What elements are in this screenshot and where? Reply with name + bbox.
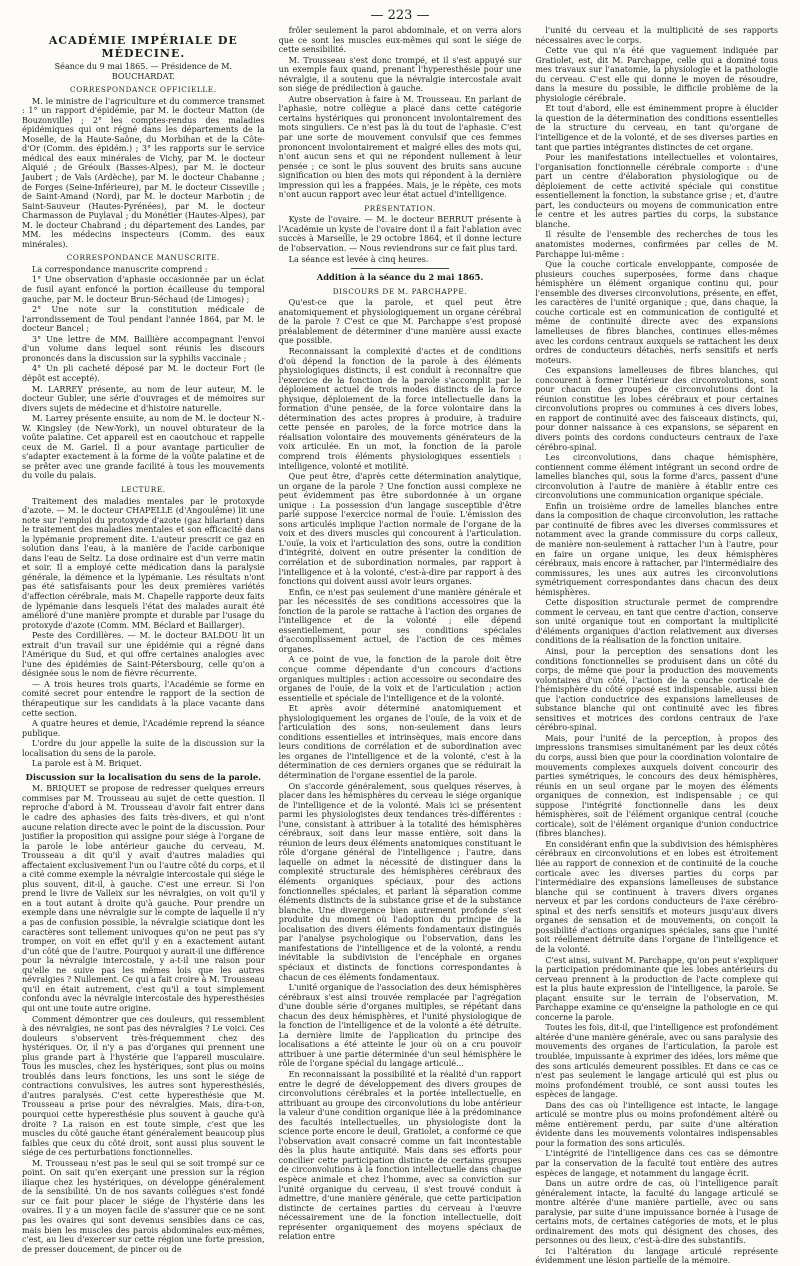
section-title: ACADÉMIE IMPÉRIALE DE MÉDECINE.	[48, 34, 238, 60]
paragraph: Et après avoir déterminé anatomiquement et physiologiquement les organes de l'ouïe, de la voix et de l'articulation des sons, non-seulement dans leurs conditions essentielles et intrinsèques, mais encore dans leurs conditions de corrélation et de subordination avec les organes de l'intelligence et de la volonté, c'est à la détermination de ces derniers organes que se réduirait la détermination de l'organe essentiel de la parole.	[278, 704, 522, 781]
paragraph: En considérant enfin que la subdivision des hémisphères cérébraux en circonvolutions et en lobes est étroitement liée au rapport de connexion et de continuité de la couche corticale avec les diverses parties du corps par l'intermédiaire des expansions lamelleuses de substance blanche qui se continuent à travers divers organes nerveux et par les cordons conducteurs de l'axe cérébro-spinal et des nerfs sensitifs et moteurs jusqu'aux divers organes de sensation et de mouvements, on conçoit la possibilité d'actions organiques spéciales, sans que l'unité soit réellement détruite dans l'organe de l'intelligence et de la volonté.	[535, 839, 779, 954]
session-line: Séance du 9 mai 1865. — Présidence de M. BOUCHARDAT.	[54, 62, 232, 81]
section-heading: CORRESPONDANCE OFFICIELLE.	[70, 85, 217, 95]
paragraph: 4° Un pli cacheté déposé par M. le docteur Fort (le dépôt est accepté).	[22, 364, 265, 383]
paragraph: Ici l'altération du langage articulé représente évidemment une lésion partielle de la mémoire.	[535, 1246, 779, 1266]
paragraph: Pour les manifestations intellectuelles et volontaires, l'organisation fonctionnelle cérébrale comporte : d'une part un centre d'élaboration physiologique ou de déploiement de cette activité spéciale qui constitue essentiellement la fonction, la substance grise ; et, d'autre part, les conducteurs ou moyens de communication entre le centre et les autres parties du corps, la substance blanche.	[535, 153, 779, 229]
paragraph: On s'accorde généralement, sous quelques réserves, à placer dans les hémisphères du cerveau le siége organique de l'intelligence et de la volonté. Mais ici se présentent parmi les physiologistes deux tendances très-différentes : l'une, consistant à attribuer à la totalité des hémisphères cérébraux, soit dans leur masse entière, soit dans la réunion de leurs deux éléments anatomiques constituant le rôle d'organe général de l'intelligence ; l'autre, dans laquelle on admet la nécessité de distinguer dans la complexité structurale des hémisphères cérébraux des éléments organiques spéciaux, pour des actions fonctionnelles spéciales, et parlant là séparation comme éléments distincts de la substance grise et de la substance blanche. Une divergence bien autrement profonde s'est produite du moment où l'adoption du principe de la localisation des divers éléments fondamentaux distingués par l'analyse psychologique ou l'observation, dans les manifestations de l'intelligence et de la volonté, a rendu inévitable la subdivision de l'encéphale en organes spéciaux et distincts de fonctions correspondantes à chacun de ces éléments fondamentaux.	[278, 781, 522, 982]
paragraph: Enfin un troisième ordre de lamelles blanches entre dans la composition de chaque circonvolution, les rattache par continuité de fibres avec les diverses commissures et notamment avec la grande commissure du corps calleux, de manière non-seulement à rattacher l'un à l'autre, pour en faire un organe unique, les deux hémisphères cérébraux, mais encore à rattacher, par l'intermédiaire des commissures, les unes aux autres les circonvolutions symétriquement correspondantes dans chacun des deux hémisphères.	[535, 501, 779, 597]
paragraph: Qu'est-ce que la parole, et quel peut être anatomiquement et physiologiquement un organe cérébral de la parole ? C'est ce que M. Parchappe s'est proposé préalablement de déterminer d'une manière aussi exacte que possible.	[278, 298, 522, 346]
paragraph: Toutes les fois, dit-il, que l'intelligence est profondément altérée d'une manière générale, avec ou sans paralysie des mouvements des organes de l'articulation, la parole est troublée, impuissante à exprimer des idées, lors même que des sons articulés demeurent possibles. Et dans ce cas ce n'est pas seulement le langage articulé qui est plus ou moins profondément troublé, ce sont aussi toutes les espèces de langage.	[535, 1023, 779, 1100]
paragraph: M. LARREY présente, au nom de leur auteur, M. le docteur Gubler, une série d'ouvrages et de mémoires sur divers sujets de médecine et d'histoire naturelle.	[22, 384, 265, 413]
divider	[351, 268, 448, 269]
paragraph: L'unité organique de l'association des deux hémisphères cérébraux s'est ainsi trouvée remplacée par l'agrégation d'une double série d'organes multiples, se répétant dans chacun des deux hémisphères, et l'unité physiologique de la fonction de l'intelligence et de la volonté a été détruite. La dernière limite de l'application du principe des localisations a été atteinte le jour où on a cru pouvoir attribuer à une partie déterminée d'un seul hémisphère le rôle de l'organe spécial du langage articulé...	[278, 983, 522, 1069]
paragraph: M. BRIQUET se propose de redresser quelques erreurs commises par M. Trousseau au sujet de cette question. Il reproche d'abord à M. Trousseau d'avoir fait entrer dans le cadre des aphasies des faits très-divers, et qui n'ont aucune relation directe avec le point de la discussion. Pour justifier la proposition qui assigne pour siége à l'organe de la parole le lobe antérieur gauche du cerveau, M. Trousseau a dit qu'il y avait d'autres maladies qui affectaient exclusivement l'un ou l'autre côté du corps, et il a cité comme exemple la névralgie intercostale qui siége le plus souvent, dit-il, à gauche. C'est une erreur. Si l'on prend le livre de Valleix sur les névralgies, on voit qu'il y en a tout autant à droite qu'à gauche. Pour prendre un exemple dans une névralgie sur le compte de laquelle il n'y a pas de confusion possible, la névralgie sciatique dont les caractères sont tellement univoques qu'on ne peut pas s'y tromper, on voit en effet qu'il y en a exactement autant d'un côté que de l'autre. Pourquoi y aurait-il une différence pour la névralgie intercostale, y a-t-il une raison pour qu'elle ne suive pas les mêmes lois que les autres névralgies ? Nullement. Ce qui a fait croire à M. Trousseau qu'il en était autrement, c'est qu'il a tout simplement confondu avec la névralgie intercostale des hyperesthésies qui ont une toute autre origine.	[22, 784, 265, 1013]
paragraph: Ces expansions lamelleuses de fibres blanches, qui concourent à former l'intérieur des circonvolutions, sont pour chacun des groupes de circonvolutions dont la réunion constitue les lobes cérébraux et pour certaines circonvolutions propres ou communes à ces divers lobes, en rapport de continuité avec des faisceaux distincts, qui, pour donner naissance à ces expansions, se séparent en divers points des cordons conducteurs centraux de l'axe cérébro-spinal.	[535, 366, 779, 452]
paragraph: C'est ainsi, suivant M. Parchappe, qu'on peut s'expliquer la participation prédominante que les lobes antérieurs du cerveau prennent à la production de l'acte complexe qui est la plus haute expression de l'intelligence, la parole. Se plaçant ensuite sur le terrain de l'observation, M. Parchappe examine ce qu'enseigne la pathologie en ce qui concerne la parole.	[535, 955, 779, 1022]
paragraph: l'unité du cerveau et la multiplicité de ses rapports nécessaires avec le corps.	[535, 26, 779, 45]
paragraph: La parole est à M. Briquet.	[32, 759, 142, 769]
paragraph: M. le ministre de l'agriculture et du commerce transmet : 1° un rapport d'épidémie, par M. le docteur Matton (de Bouzonville) ; 2° les comptes-rendus des maladies épidémiques qui ont régné dans les départements de la Moselle, de la Haute-Saône, du Morbihan et de la Côte-d'Or (Comm. des épidém.) ; 3° les rapports sur le service médical des eaux minérales de Vichy, par M. le docteur Alquié ; de Gréoulx (Basses-Alpes), par M. le docteur Jaubert ; de Vals (Ardèche), par M. le docteur Chabanne ; de Forges (Seine-Inférieure), par M. le docteur Cisseville ; de Saint-Amand (Nord), par M. le docteur Marbotin ; de Saint-Sauveur (Hautes-Pyrénées), par M. le docteur Charmasson de Puylaval ; du Monétier (Hautes-Alpes), par M. le docteur Chabrand ; du département des Landes, par MM. les médecins inspecteurs (Comm. des eaux minérales).	[22, 96, 265, 249]
discussion-heading: Addition à la séance du 2 mai 1865.	[316, 272, 484, 283]
paragraph: Traitement des maladies mentales par le protoxyde d'azote. — M. le docteur CHAPELLE (d'Angoulême) lit une note sur l'emploi du protoxyde d'azote (gaz hilariant) dans le traitement des maladies mentales et son efficacité dans la lypémanie proprement dite. L'auteur prescrit ce gaz en solution dans l'eau, à la manière de l'acide carbonique dans l'eau de Seltz. La dose ordinaire est d'un verre matin et soir. Il a employé cette médication dans la paralysie générale, la démence et la lypémanie. Les résultats n'ont pas été satisfaisants pour les deux premières variétés d'affection cérébrale, mais M. Chapelle rapporte deux faits de lypémanie dans lesquels l'état des malades aurait été amélioré d'une manière prompte et durable par l'usage du protoxyde d'azote (Comm. MM. Béclard et Baillarger).	[22, 496, 265, 630]
paragraph: En reconnaissant la possibilité et la réalité d'un rapport entre le degré de développement des divers groupes de circonvolutions cérébrales et la portée intellectuelle, en attribuant au groupe des circonvolutions du lobe antérieur la valeur d'une condition organique liée à la prédominance des facultés intellectuelles, un physiologiste dont la science porte encore le deuil, Gratiolet, a conformé ce que l'observation avait consacré comme un fait incontestable dès la plus haute antiquité. Mais dans ses efforts pour concilier cette participation distincte de certains groupes de circonvolutions à la fonction intellectuelle dans chaque espèce animale et chez l'homme, avec sa conviction sur l'unité organique du cerveau, il s'est trouvé conduit à admettre, d'une manière générale, que cette participation distincte de certaines parties du cerveau à l'œuvre nécessairement une de la fonction intellectuelle, doit représenter organiquement des moyens spéciaux de relation entre	[278, 1069, 522, 1242]
paragraph: Les circonvolutions, dans chaque hémisphère, contiennent comme élément intégrant un second ordre de lamelles blanches qui, sous la forme d'arcs, passent d'une circonvolution à l'autre de manière à établir entre ces circonvolutions une communication organique spéciale.	[535, 453, 779, 501]
section-heading: PRÉSENTATION.	[364, 203, 436, 213]
paragraph: Kyste de l'ovaire. — M. le docteur BERRUT présente à l'Académie un kyste de l'ovaire dont il a fait l'ablation avec succès à Marseille, le 29 octobre 1864, et il donne lecture de l'observation. — Nous reviendrons sur ce fait plus tard.	[278, 215, 522, 254]
paragraph: frôler seulement la paroi abdominale, et on verra alors que ce sont les muscles eux-mêmes qui sont le siége de cette sensibilité.	[278, 26, 522, 55]
paragraph: Dans des cas où l'intelligence est intacte, le langage articulé se montre plus ou moins profondément altéré ou même entièrement perdu, par suite d'une altération évidente dans les mouvements volontaires indispensables pour la formation des sons articulés.	[535, 1100, 779, 1148]
article-columns	[22, 26, 779, 1266]
paragraph: Cette disposition structurale permet de comprendre comment le cerveau, en tant que centre d'action, conserve son unité organique tout en comportant la multiplicité d'éléments organiques d'action relativement aux diverses conditions de la réalisation de la fonction unitaire.	[535, 598, 779, 646]
paragraph: Comment démontrer que ces douleurs, qui ressemblent à des névralgies, ne sont pas des névralgies ? Le voici. Ces douleurs s'observent très-fréquemment chez des hystériques. Or, il n'y a pas d'organes qui prennent une plus grande part à l'hystérie que l'appareil musculaire. Tous les muscles, chez les hystériques, sont plus ou moins troublés dans leurs fonctions, les uns sont le siége de contractions convulsives, les autres sont hyperesthésiés, d'autres paralysés. C'est cette hyperesthésie que M. Trousseau a prise pour des névralgies. Mais, dira-t-on, pourquoi cette hyperesthésie plus souvent à gauche qu'à droite ? La raison en est toute simple, c'est que les muscles du côté gauche étant généralement beaucoup plus faibles que ceux du côté droit, sont aussi plus souvent le siége de ces perturbations fonctionnelles.	[22, 1014, 265, 1158]
paragraph: Cette vue qui n'a été que vaguement indiquée par Gratiolet, est, dit M. Parchappe, celle qui a dominé tous mes travaux sur l'anatomie, la physiologie et la pathologie du cerveau. C'est elle qui donne le moyen de résoudre, dans la mesure du possible, le difficile problème de la physiologie cérébrale.	[535, 46, 779, 103]
paragraph: La correspondance manuscrite comprend :	[32, 264, 208, 274]
paragraph: Autre observation à faire à M. Trousseau. En parlant de l'aphasie, notre collègue a placé dans cette catégorie certains hystériques qui prononcent involontairement des mots singuliers. Ce n'est pas là du tout de l'aphasie. C'est par une sorte de mouvement convulsif que ces femmes prononcent involontairement et malgré elles des mots qui, n'ont aucun sens et qui ne répondent nullement à leur pensée ; ce sont le plus souvent des bruits sans aucune signification ou bien des mots qui répondent à la dernière impression qui les a frappées. Mais, je le répète, ces mots n'ont aucun rapport avec leur état actuel d'intelligence.	[278, 94, 522, 200]
paragraph: La séance est levée à cinq heures.	[288, 254, 429, 264]
column-right	[535, 26, 779, 1266]
paragraph: Que peut être, d'après cette détermination analytique, un organe de la parole ? Une fonction aussi complexe ne peut évidemment pas être subordonnée à un organe unique : La possession d'un langage susceptible d'être parlé suppose l'exercice normal de l'ouïe. L'émission des sons articulés implique l'action normale de l'organe de la voix et des divers muscles qui concourent à l'articulation. L'ouïe, la voix et l'articulation des sons, outre la condition d'intégrité, doivent en outre présenter la condition de corrélation et de subordination normales, par rapport à l'intelligence et à la volonté, c'est-à-dire par rapport à des fonctions qui doivent aussi avoir leurs organes.	[278, 472, 522, 587]
column-middle	[278, 26, 522, 1242]
paragraph: Mais, pour l'unité de la perception, à propos des impressions transmises simultanément par les deux côtés du corps, aussi bien que pour la coordination volontaire de mouvements complexes auxquels doivent concourir des parties symétriques, le concours des deux hémisphères, réunis en un seul organe par le moyen des éléments organiques de connexion, est indispensable ; ce qui suppose l'intégrité fonctionnelle dans les deux hémisphères, soit de l'élément organique central (couche corticale), soit de l'élément organique d'union conductrice (fibres blanches).	[535, 733, 779, 839]
paragraph: Que la couche corticale enveloppante, composée de plusieurs couches superposées, forme dans chaque hémisphère un élément organique continu qui, pour l'ensemble des diverses circonvolutions, présente, en effet, les caractères de l'unité organique ; que, dans chaque, la couche corticale est en communication de contiguïté et même de continuité directe avec des expansions lamelleuses de fibres blanches, continues elles-mêmes avec les cordons centraux auxquels se rattachent les deux ordres de conducteurs détachés, nerfs sensitifs et nerfs moteurs.	[535, 260, 779, 365]
section-heading: LECTURE.	[120, 484, 166, 494]
paragraph: Peste des Cordillères. — M. le docteur BALDOU lit un extrait d'un travail sur une épidémie qui a régné dans l'Amérique du Sud, et qui offre certaines analogies avec l'une des épidémies de Saint-Pétersbourg, celle qu'on a désignée sous le nom de fièvre récurrente.	[22, 631, 265, 679]
paragraph: 2° Une note sur la constitution médicale de l'arrondissement de Toul pendant l'année 1864, par M. le docteur Bancel ;	[22, 305, 265, 334]
paragraph: A quatre heures et demie, l'Académie reprend la séance publique.	[22, 719, 265, 738]
section-heading: DISCOURS DE M. PARCHAPPE.	[332, 286, 468, 296]
paragraph: M. Larrey présente ensuite, au nom de M. le docteur N.-W. Kingsley (de New-York), un nouvel obturateur de la voûte palatine. Cet appareil est en caoutchouc et rappelle ceux de M. Gariel. Il a pour avantage particulier de s'adapter exactement à la forme de la voûte palatine et de se prêter avec une grande facilité à tous les mouvements du voile du palais.	[22, 414, 265, 481]
paragraph: 3° Une lettre de MM. Baillière accompagnant l'envoi d'un volume dans lequel sont réunis les discours prononcés dans la discussion sur la syphilis vaccinale ;	[22, 334, 265, 363]
paragraph: Il résulte de l'ensemble des recherches de tous les anatomistes modernes, confirmées par celles de M. Parchappe lui-même :	[535, 230, 779, 259]
paragraph: 1° Une observation d'aphasie occasionnée par un éclat de fusil ayant enfoncé la portion écailleuse du temporal gauche, par M. le docteur Brun-Séchaud (de Limoges) ;	[22, 275, 265, 304]
column-left	[22, 26, 265, 1254]
paragraph: M. Trousseau n'est pas le seul qui se soit trompé sur ce point. On sait qu'en exerçant une pression sur la région iliaque chez les hystériques, on développe généralement de la sensibilité. Un de nos savants collègues s'est fondé sur ce fait pour placer le siége de l'hystérie dans les ovaires. Il y a un moyen facile de s'assurer que ce ne sont pas les ovaires qui sont devenus sensibles dans ce cas, mais bien les muscles des parois abdominales eux-mêmes, c'est, au lieu d'exercer sur cette région une forte pression, de presser doucement, de pincer ou de	[22, 1158, 265, 1254]
section-heading: CORRESPONDANCE MANUSCRITE.	[66, 253, 220, 263]
discussion-heading: Discussion sur la localisation du sens de la parole.	[25, 771, 262, 782]
paragraph: L'ordre du jour appelle la suite de la discussion sur la localisation du sens de la parole.	[22, 739, 265, 758]
paragraph: Reconnaissant la complexité d'actes et de conditions d'où dépend la fonction de la parole à des éléments physiologiques distincts, il est conduit à reconnaître que l'exercice de la fonction de la parole s'accomplit par le déploiement actuel de trois modes distincts de la force physique, déploiement de la force intellectuelle dans la formation d'une pensée, de la force volontaire dans la détermination des actes propres à produire, à traduire cette pensée en paroles, de la force motrice dans la réalisation volontaire des mouvements générateurs de la voix articulée. En un mot, la fonction de la parole comprend trois éléments physiologiques essentiels : intelligence, volonté et motilité.	[278, 346, 522, 471]
page-number: — 223 —	[370, 8, 430, 23]
paragraph: A ce point de vue, la fonction de la parole doit être conçue comme dépendante d'un concours d'actions organiques multiples : action accessoire ou secondaire des organes de l'ouïe, de la voix et de l'articulation ; action essentielle et spéciale de l'intelligence et de la volonté.	[278, 655, 522, 703]
paragraph: — A trois heures trois quarts, l'Académie se forme en comité secret pour entendre le rapport de la section de thérapeutique sur les candidats à la place vacante dans cette section.	[22, 679, 265, 718]
paragraph: Dans un autre ordre de cas, où l'intelligence paraît généralement intacte, la faculté du langage articulé se montre altérée d'une manière partielle, avec ou sans paralysie, par suite d'une impuissance bornée à l'usage de certains mots, de certaines catégories de mots, et le plus ordinairement des mots qui désignent des choses, des personnes ou des lieux, c'est-à-dire des substantifs.	[535, 1179, 779, 1246]
paragraph: M. Trousseau s'est donc trompé, et il s'est appuyé sur un exemple faux quand, prenant l'hyperesthésie pour une névralgie, il a soutenu que la névralgie intercostale avait son siége de prédilection à gauche.	[278, 55, 522, 94]
paragraph: Et tout d'abord, elle est éminemment propre à élucider la question de la détermination des conditions essentielles de la structure du cerveau, en tant qu'organe de l'intelligence et de la volonté, et de ses diverses parties en tant que parties intégrantes distinctes de cet organe.	[535, 104, 779, 152]
paragraph: L'intégrité de l'intelligence dans ces cas se démontre par la conservation de la faculté tout entière des autres espèces de langage, et notamment du langage écrit.	[535, 1149, 779, 1178]
paragraph: Ainsi, pour la perception des sensations dont les conditions fonctionnelles se produisent dans un côté du corps, de même que pour la production des mouvements volontaires d'un côté, l'action de la couche corticale de l'hémisphère du côté opposé est indispensable, aussi bien que l'action conductrice des expansions lamelleuses de substance blanche qui ont continuité avec les fibres sensitives et motrices des cordons centraux de l'axe cérébro-spinal.	[535, 647, 779, 733]
paragraph: Enfin, ce n'est pas seulement d'une manière générale et par les nécessités de ses conditions accessoires que la fonction de la parole se rattache à l'action des organes de l'intelligence et de la volonté ; elle dépend essentiellement, pour ses conditions spéciales d'accomplissement actuel, de l'action de ces mêmes organes.	[278, 587, 522, 654]
